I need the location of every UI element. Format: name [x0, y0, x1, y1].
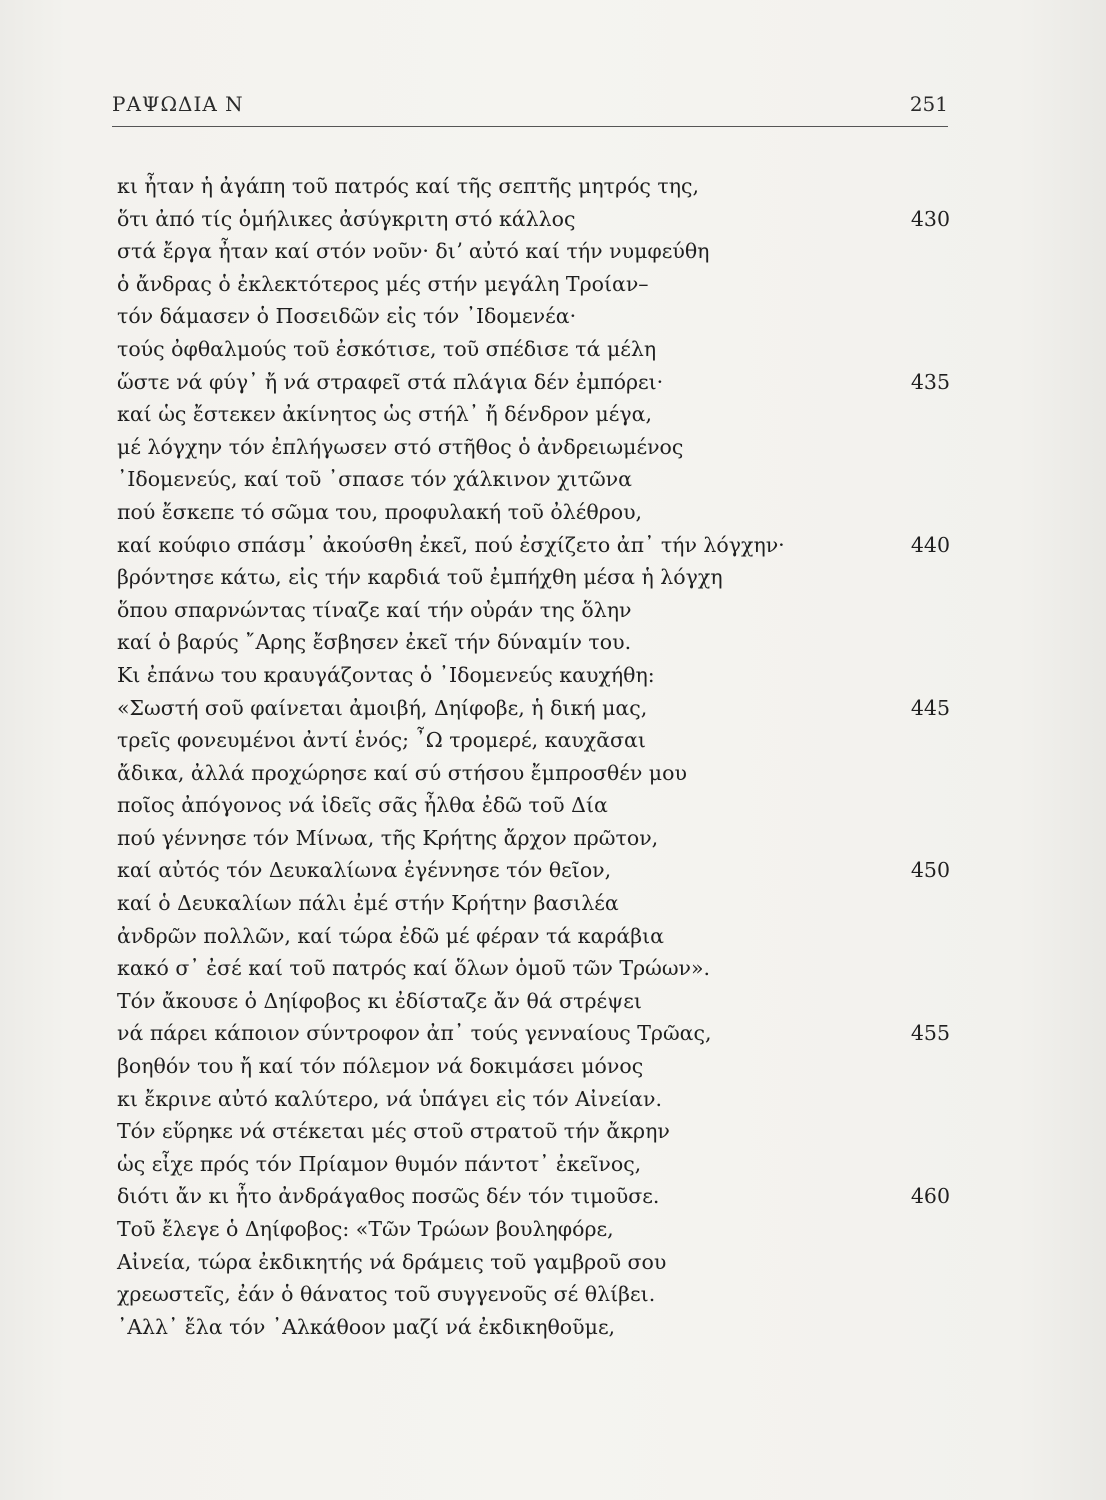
verse-line — [117, 985, 950, 1018]
verse-line — [117, 170, 950, 203]
verse-line — [117, 920, 950, 953]
verse-line — [117, 1083, 950, 1116]
verse-text: καί ὁ βαρύς ῎Αρης ἔσβησεν ἐκεῖ τήν δύναμίν του. — [117, 630, 632, 655]
verse-text: Τοῦ ἔλεγε ὁ Δηίφοβος: «Τῶν Τρώων βουληφόρε, — [117, 1217, 614, 1241]
header-rule — [112, 126, 948, 127]
verse-text: Τόν ἄκουσε ὁ Δηίφοβος κι ἐδίσταζε ἄν θά στρέψει — [117, 988, 642, 1013]
verse-text: ὁ ἄνδρας ὁ ἐκλεκτότερος μές στήν μεγάλη Τροίαν– — [117, 271, 649, 296]
verse-text: χρεωστεῖς, ἐάν ὁ θάνατος τοῦ συγγενοῦς σέ θλίβει. — [117, 1282, 656, 1307]
verse-text: καί κούφιο σπάσμ᾿ ἀκούσθη ἐκεῖ, πού ἐσχίζετο ἀπ᾿ τήν λόγχην· — [117, 532, 785, 557]
verse-text: βρόντησε κάτω, εἰς τήν καρδιά τοῦ ἐμπήχθη μέσα ἡ λόγχη — [117, 565, 723, 590]
verse-line — [117, 659, 950, 692]
verse-line — [117, 463, 950, 496]
verse-line — [117, 626, 950, 659]
verse-line — [117, 1246, 950, 1279]
verse-text: κι ἔκρινε αὐτό καλύτερο, νά ὑπάγει εἰς τόν Αἰνείαν. — [117, 1086, 663, 1111]
verse-text: κι ἦταν ἡ ἀγάπη τοῦ πατρός καί τῆς σεπτῆς μητρός της, — [117, 174, 700, 198]
verse-line — [117, 1278, 950, 1311]
verse-line — [117, 366, 950, 399]
verse-line — [117, 952, 950, 985]
verse-line — [117, 1050, 950, 1083]
verse-block — [117, 170, 950, 1343]
line-number: 450 — [910, 858, 950, 883]
verse-text: διότι ἄν κι ἦτο ἀνδράγαθος ποσῶς δέν τόν τιμοῦσε. — [117, 1184, 660, 1209]
verse-text: νά πάρει κάποιον σύντροφον ἀπ᾿ τούς γενναίους Τρῶας, — [117, 1021, 712, 1046]
verse-text: ὅπου σπαρνώντας τίναζε καί τήν οὐράν της ὅλην — [117, 597, 632, 622]
verse-text: στά ἔργα ἦταν καί στόν νοῦν· διʼ αὐτό καί τήν νυμφεύθη — [117, 239, 710, 264]
verse-line — [117, 1180, 950, 1213]
line-number: 435 — [910, 369, 950, 394]
verse-line — [117, 594, 950, 627]
verse-line — [117, 235, 950, 268]
verse-line — [117, 398, 950, 431]
verse-text: ποῖος ἀπόγονος νά ἰδεῖς σᾶς ἦλθα ἐδῶ τοῦ Δία — [117, 793, 608, 818]
verse-text: κακό σ᾿ ἐσέ καί τοῦ πατρός καί ὅλων ὁμοῦ τῶν Τρώων». — [117, 956, 711, 981]
verse-line — [117, 496, 950, 529]
verse-line — [117, 300, 950, 333]
verse-line — [117, 431, 950, 464]
verse-line — [117, 887, 950, 920]
line-number: 455 — [910, 1021, 950, 1046]
verse-text: Κι ἐπάνω του κραυγάζοντας ὁ ᾿Ιδομενεύς καυχήθη: — [117, 662, 655, 687]
verse-line — [117, 1115, 950, 1148]
verse-text: βοηθόν του ἤ καί τόν πόλεμον νά δοκιμάσει μόνος — [117, 1054, 644, 1079]
verse-text: ἄδικα, ἀλλά προχώρησε καί σύ στήσου ἔμπροσθέν μου — [117, 760, 687, 785]
verse-text: καί ὡς ἔστεκεν ἀκίνητος ὡς στήλ᾿ ἤ δένδρον μέγα, — [117, 402, 652, 427]
verse-text: Αἰνεία, τώρα ἐκδικητής νά δράμεις τοῦ γαμβροῦ σου — [117, 1249, 667, 1274]
verse-text: τούς ὀφθαλμούς τοῦ ἐσκότισε, τοῦ σπέδισε τά μέλη — [117, 336, 657, 361]
line-number: 460 — [910, 1184, 950, 1209]
verse-text: ᾿Αλλ᾿ ἔλα τόν ᾿Αλκάθοον μαζί νά ἐκδικηθοῦμε, — [117, 1314, 616, 1339]
verse-line — [117, 1311, 950, 1344]
line-number: 445 — [910, 695, 950, 720]
verse-text: «Σωστή σοῦ φαίνεται ἀμοιβή, Δηίφοβε, ἡ δική μας, — [117, 695, 648, 720]
verse-text: ὡς εἶχε πρός τόν Πρίαμον θυμόν πάντοτ᾿ ἐκεῖνος, — [117, 1151, 642, 1176]
verse-line — [117, 692, 950, 725]
verse-line — [117, 789, 950, 822]
verse-text: καί ὁ Δευκαλίων πάλι ἐμέ στήν Κρήτην βασιλέα — [117, 891, 619, 916]
verse-text: ὥστε νά φύγ᾿ ἤ νά στραφεῖ στά πλάγια δέν ἐμπόρει· — [117, 369, 664, 394]
verse-line — [117, 822, 950, 855]
verse-line — [117, 854, 950, 887]
verse-line — [117, 529, 950, 562]
verse-line — [117, 1017, 950, 1050]
verse-text: ᾿Ιδομενεύς, καί τοῦ ᾿σπασε τόν χάλκινον χιτῶνα — [117, 467, 632, 492]
verse-text: τρεῖς φονευμένοι ἀντί ἑνός; ῏Ω τρομερέ, καυχᾶσαι — [117, 728, 646, 753]
verse-text: τόν δάμασεν ὁ Ποσειδῶν εἰς τόν ᾿Ιδομενέα· — [117, 304, 577, 329]
verse-line — [117, 333, 950, 366]
verse-text: πού ἔσκεπε τό σῶμα του, προφυλακή τοῦ ὀλέθρου, — [117, 499, 643, 524]
page-number: 251 — [909, 92, 948, 116]
verse-text: ἀνδρῶν πολλῶν, καί τώρα ἐδῶ μέ φέραν τά καράβια — [117, 923, 664, 948]
verse-line — [117, 1148, 950, 1181]
verse-text: Τόν εὕρηκε νά στέκεται μές στοῦ στρατοῦ τήν ἄκρην — [117, 1119, 670, 1144]
verse-text: πού γέννησε τόν Μίνωα, τῆς Κρήτης ἄρχον πρῶτον, — [117, 825, 659, 850]
verse-line — [117, 757, 950, 790]
verse-line — [117, 203, 950, 236]
verse-line — [117, 268, 950, 301]
line-number: 430 — [910, 206, 950, 231]
verse-line — [117, 1213, 950, 1246]
running-head: ΡΑΨΩΔΙΑ Ν — [112, 92, 244, 116]
line-number: 440 — [910, 532, 950, 557]
verse-line — [117, 561, 950, 594]
verse-text: μέ λόγχην τόν ἐπλήγωσεν στό στῆθος ὁ ἀνδρειωμένος — [117, 434, 684, 459]
verse-text: ὅτι ἀπό τίς ὁμήλικες ἀσύγκριτη στό κάλλος — [117, 206, 576, 231]
verse-text: καί αὐτός τόν Δευκαλίωνα ἐγέννησε τόν θεῖον, — [117, 858, 612, 883]
verse-line — [117, 724, 950, 757]
